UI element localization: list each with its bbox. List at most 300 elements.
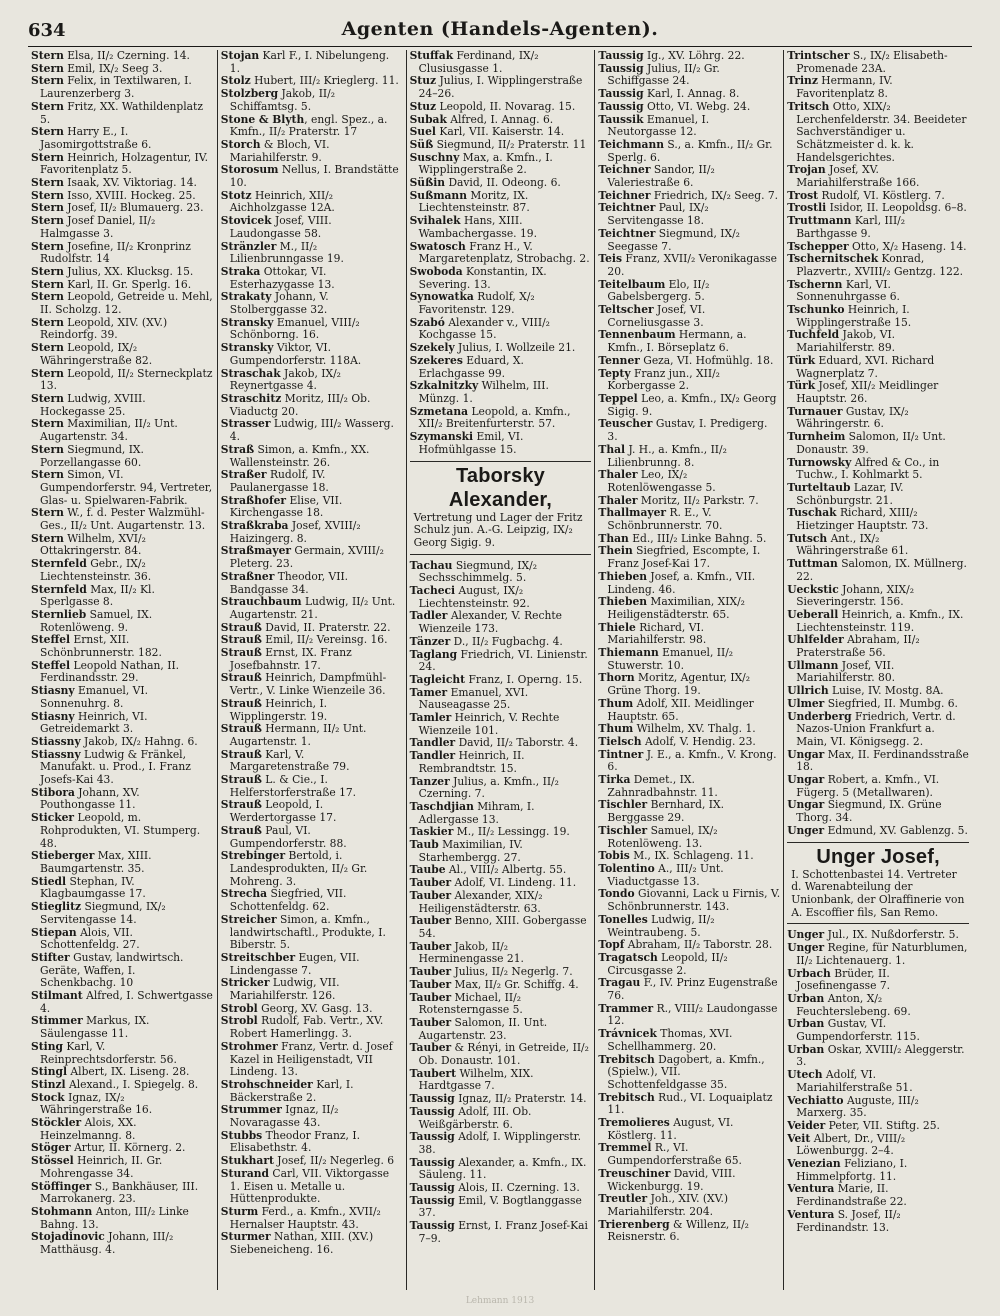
- entry-name: Teltscher: [598, 303, 654, 317]
- entry-name: Teis: [598, 252, 622, 266]
- entry-details: Luise, IV. Mostg. 8A.: [828, 684, 944, 698]
- entry-name: Ulmer: [787, 696, 825, 710]
- entry-details: Germain, XVIII/₂ Pleterg. 23.: [229, 544, 384, 571]
- entry-name: Ungar: [787, 773, 825, 787]
- entry-details: Julius, II/₂ Negerlg. 7.: [451, 965, 573, 979]
- entry-name: Strasser: [220, 417, 271, 431]
- entry-name: Tamler: [409, 711, 452, 725]
- entry-name: Trierenberg: [598, 1217, 670, 1231]
- entry-name: Teichtner: [598, 226, 656, 240]
- entry-details: R., VI. Gumpendorferstraße 65.: [607, 1141, 742, 1168]
- entry-details: S., IX/₂ Elisabeth-Promenade 23A.: [796, 50, 948, 75]
- directory-entry: [221, 1231, 403, 1256]
- advertisement-box: [787, 842, 969, 925]
- entry-details: Eduard, XVI. Richard Wagnerplatz 7.: [796, 353, 935, 380]
- directory-entry: [31, 126, 214, 151]
- directory-entry: [787, 774, 969, 799]
- entry-name: Thein: [598, 544, 633, 558]
- entry-name: Storch: [220, 137, 261, 151]
- entry-name: Tauber: [409, 965, 452, 979]
- entry-details: Jakob, II/₂ Schiffamtsg. 5.: [229, 87, 336, 113]
- entry-name: Ullmann: [787, 658, 839, 672]
- entry-details: Karl, I. Bäckerstraße 2.: [229, 1077, 354, 1104]
- directory-entry: [787, 406, 969, 431]
- directory-entry: [31, 609, 214, 634]
- entry-details: Ernst, I. Franz Josef-Kai 7–9.: [418, 1219, 588, 1245]
- directory-entry: [221, 190, 403, 215]
- directory-entry: [598, 863, 780, 888]
- entry-name: Ungar: [787, 798, 825, 812]
- directory-entry: [410, 241, 592, 266]
- entry-details: Leopold, XIV. (XV.) Reindorfg. 39.: [40, 315, 168, 342]
- directory-entry: [410, 750, 592, 775]
- directory-entry: [410, 941, 592, 966]
- directory-entry: [598, 774, 780, 799]
- entry-name: Veit: [787, 1131, 811, 1145]
- directory-entry: [410, 776, 592, 801]
- directory-entry: [787, 942, 969, 967]
- entry-name: Trost: [787, 188, 819, 202]
- entry-name: Stern: [31, 290, 64, 304]
- entry-name: Stern: [31, 214, 64, 228]
- entry-name: Stolzberg: [220, 87, 279, 101]
- entry-name: Sternlieb: [31, 607, 87, 621]
- entry-name: Ueckstic: [787, 582, 839, 596]
- entry-details: Abraham, II/₂ Taborstr. 28.: [624, 938, 773, 952]
- entry-details: Moritz, III/₂ Ob. Viaductg 20.: [229, 391, 371, 418]
- entry-details: Adolf, V. Hendig. 23.: [641, 734, 756, 748]
- directory-entry: [31, 952, 214, 990]
- directory-entry: [410, 317, 592, 342]
- entry-details: Josef, VI. Corneliusgasse 3.: [607, 303, 706, 329]
- running-title: Agenten (Handels-Agenten).: [341, 18, 659, 40]
- entry-name: Vechiatto: [787, 1093, 844, 1107]
- entry-details: Oskar, XVIII/₂ Aleggerstr. 3.: [796, 1042, 965, 1069]
- entry-details: Mihram, I. Adlergasse 13.: [418, 799, 535, 826]
- directory-entry: [598, 914, 780, 939]
- entry-name: Stern: [31, 50, 64, 62]
- entry-name: Stuffak: [409, 50, 454, 62]
- entry-details: Peter, VII. Stiftg. 25.: [825, 1118, 940, 1132]
- entry-details: Hubert, III/₂ Krieglerg. 11.: [250, 74, 399, 88]
- entry-details: Moritz, Agentur, IX/₂ Grüne Thorg. 19.: [607, 671, 751, 698]
- entry-name: Sturm: [220, 1204, 259, 1218]
- directory-entry: [410, 266, 592, 291]
- directory-entry: [221, 571, 403, 596]
- entry-name: Taussig: [598, 87, 644, 101]
- entry-details: Ernst, IX. Franz Josefbahnstr. 17.: [229, 646, 352, 672]
- entry-details: Hermann, II/₂ Unt. Augartenstr. 1.: [229, 722, 367, 748]
- entry-details: Hermann, IV. Favoritenplatz 8.: [796, 74, 893, 101]
- entry-details: Wilhelm, III. Münzg. 1.: [418, 379, 549, 405]
- entry-details: Heinrich, a. Kmfn., IX. Liechtensteinstr. 119.: [796, 607, 964, 634]
- entry-name: Taschdjian: [409, 799, 474, 813]
- entry-name: Stern: [31, 341, 64, 355]
- directory-entry: [221, 596, 403, 621]
- entry-details: Leopold, I. Werdertorgasse 17.: [229, 798, 337, 825]
- entry-details: Gustav, IX/₂ Währingerstr. 6.: [796, 404, 909, 431]
- entry-details: Alexander v., VIII/₂ Kochgasse 15.: [418, 315, 550, 342]
- entry-details: Fritz, XX. Wathildenplatz 5.: [40, 99, 203, 126]
- entry-details: Abraham, II/₂ Praterstraße 56.: [796, 633, 920, 660]
- entry-name: Trávnicek: [598, 1027, 657, 1041]
- entry-name: Trammer: [598, 1001, 654, 1015]
- entry-name: Turnowsky: [787, 455, 852, 469]
- entry-details: Alexander, V. Rechte Wienzeile 173.: [418, 609, 562, 636]
- entry-details: Theodor, VII. Bandgasse 34.: [229, 569, 349, 596]
- entry-name: Stern: [31, 99, 64, 113]
- entry-details: Franz jun., XII/₂ Korbergasse 2.: [607, 366, 720, 393]
- entry-details: Karl, V. Margaretenstraße 79.: [229, 747, 350, 774]
- directory-entry: [598, 647, 780, 672]
- entry-details: David, VIII. Wickenburgg. 19.: [607, 1166, 736, 1193]
- entry-details: Moritz, II/₂ Parkstr. 7.: [637, 493, 759, 507]
- entry-details: Konstantin, IX. Severing. 13.: [418, 264, 547, 291]
- directory-entry: [410, 431, 592, 456]
- entry-details: Franz, XVII/₂ Veronikagasse 20.: [607, 252, 777, 278]
- entry-name: Strobl: [220, 1001, 258, 1015]
- entry-details: Carl, VII. Viktorgasse 1. Eisen u. Metalle u. Hüttenprodukte.: [229, 1166, 390, 1206]
- entry-details: Dagobert, a. Kmfn., (Spielw.), VII. Schottenfeldgasse 35.: [607, 1052, 765, 1091]
- entry-details: Leopold Nathan, II. Ferdinandsstr. 29.: [40, 658, 180, 685]
- entry-details: Jakob, IX/₂ Reynertgasse 4.: [229, 366, 341, 393]
- entry-name: Süß: [409, 137, 434, 151]
- directory-entry: [787, 825, 969, 838]
- directory-entry: [787, 482, 969, 507]
- entry-name: Stern: [31, 417, 64, 431]
- entry-name: Stern: [31, 61, 64, 75]
- entry-details: M., II/₂ Lilienbrunngasse 19.: [229, 239, 344, 266]
- entry-details: Harry E., I. Jasomirgottstraße 6.: [40, 125, 152, 151]
- entry-name: Thorn: [598, 671, 635, 685]
- entry-name: Ventura: [787, 1182, 835, 1196]
- directory-entry: [598, 672, 780, 697]
- entry-name: Stransky: [220, 341, 274, 355]
- entry-name: Stukhart: [220, 1154, 274, 1168]
- entry-name: Stubbs: [220, 1128, 263, 1142]
- directory-entry: [787, 711, 969, 749]
- directory-entry: [787, 380, 969, 405]
- entry-name: Taussig: [598, 50, 644, 62]
- directory-entry: [410, 75, 592, 100]
- entry-details: Elo, II/₂ Gabelsbergerg. 5.: [607, 277, 710, 304]
- entry-details: Friedrich, IX/₂ Seeg. 7.: [650, 188, 779, 202]
- entry-details: Josef, II/₂ Negerleg. 6: [273, 1154, 395, 1168]
- entry-name: Stern: [31, 188, 64, 202]
- entry-name: Türk: [787, 353, 816, 367]
- entry-details: Julius, II/₂ Gr. Schiffgasse 24.: [607, 61, 720, 88]
- directory-entry: [221, 647, 403, 672]
- entry-details: Max, II. Ferdinandsstraße 18.: [796, 747, 969, 774]
- entry-name: Trintscher: [787, 50, 850, 62]
- directory-entry: [410, 610, 592, 635]
- directory-entry: [31, 927, 214, 952]
- entry-details: Lazar, IV. Schönburgstr. 21.: [796, 480, 904, 507]
- entry-details: Adolf, VI. Lindeng. 11.: [451, 876, 577, 890]
- column-4: [594, 50, 783, 1290]
- directory-entry: [410, 560, 592, 585]
- directory-entry: [787, 215, 969, 240]
- entry-name: Tritsch: [787, 99, 830, 113]
- entry-details: Wilhelm, XVI/₂ Ottakringerstr. 84.: [40, 531, 146, 558]
- entry-name: Thiemann: [598, 646, 659, 660]
- entry-details: Georg, XV. Gasg. 13.: [257, 1001, 373, 1015]
- entry-name: Stiasny: [31, 709, 75, 723]
- entry-details: Heinrich, Dampfmühl-Vertr., V. Linke Wienzeile 36.: [229, 671, 387, 698]
- entry-details: Johann, XV. Pouthongasse 11.: [40, 785, 140, 812]
- entry-details: David, II/₂ Taborstr. 4.: [455, 736, 579, 750]
- entry-name: Thiele: [598, 620, 636, 634]
- entry-details: & Bloch, VI. Mariahilferstr. 9.: [229, 137, 330, 164]
- entry-details: Otto, X/₂ Haseng. 14.: [848, 239, 967, 253]
- directory-entry: [598, 622, 780, 647]
- entry-details: Rud., VI. Loquaiplatz 11.: [607, 1090, 773, 1117]
- entry-details: Josef Daniel, II/₂ Halmgasse 3.: [40, 214, 156, 240]
- entry-details: Leo, IX/₂ Rotenlöwengasse 5.: [607, 468, 716, 494]
- entry-details: Isso, XVIII. Hockeg. 25.: [63, 188, 196, 202]
- directory-entry: [31, 75, 214, 100]
- directory-entry: [598, 393, 780, 418]
- entry-details: Heinrich, Holzagentur, IV. Favoritenplatz 5.: [40, 150, 208, 177]
- entry-name: Stiasny: [31, 684, 75, 698]
- entry-name: Taussig: [409, 1219, 455, 1233]
- entry-details: Julius, XX. Klucksg. 15.: [63, 264, 194, 278]
- directory-entry: [787, 1018, 969, 1043]
- entry-name: Strauchbaum: [220, 595, 302, 609]
- directory-entry: [221, 418, 403, 443]
- entry-name: Teppel: [598, 391, 638, 405]
- entry-name: Stolz: [220, 74, 251, 88]
- entry-details: Ignaz, IX/₂ Währingerstraße 16.: [40, 1090, 153, 1117]
- entry-name: Thieben: [598, 595, 648, 609]
- directory-entry: [787, 634, 969, 659]
- directory-entry: [31, 1231, 214, 1256]
- directory-entry: [410, 1042, 592, 1067]
- column-1: [28, 50, 217, 1290]
- entry-name: Tschepper: [787, 239, 849, 253]
- directory-entry: [221, 672, 403, 697]
- directory-entry: [31, 990, 214, 1015]
- entry-name: Tolentino: [598, 862, 655, 875]
- entry-details: Demet., IX. Zahnradbahnstr. 11.: [607, 773, 718, 799]
- entry-details: Nellus, I. Brandstätte 10.: [229, 163, 399, 190]
- directory-entry: [787, 355, 969, 380]
- entry-details: Siegmund, IX/₂ Sechsschimmelg. 5.: [418, 558, 537, 585]
- entry-name: Teichner: [598, 163, 651, 177]
- entry-name: Stiassny: [31, 747, 81, 761]
- entry-details: Jakob, VI. Mariahilferstr. 89.: [796, 328, 896, 355]
- entry-details: J. E., a. Kmfn., V. Krong. 6.: [607, 747, 777, 774]
- directory-entry: [31, 368, 214, 393]
- entry-details: Benno, XIII. Gobergasse 54.: [418, 914, 587, 940]
- directory-entry: [221, 114, 403, 139]
- entry-details: Isidor, II. Leopoldsg. 6–8.: [826, 201, 967, 215]
- directory-entry: [598, 1092, 780, 1117]
- directory-entry: [221, 164, 403, 189]
- directory-entry: [410, 406, 592, 431]
- entry-details: Siegmund, II/₂ Praterstr. 11: [433, 137, 587, 151]
- entry-name: Stern: [31, 74, 64, 88]
- directory-entry: [410, 190, 592, 215]
- directory-entry: [598, 545, 780, 570]
- entry-details: Albert, IX. Liseng. 28.: [67, 1065, 190, 1079]
- directory-entry: [598, 202, 780, 227]
- entry-details: Marie, II. Ferdinandstraße 22.: [796, 1182, 907, 1209]
- directory-entry: [410, 291, 592, 316]
- entry-name: Süßin: [409, 176, 446, 190]
- directory-entry: [31, 1181, 214, 1206]
- entry-details: Ed., III/₂ Linke Bahng. 5.: [628, 531, 767, 545]
- entry-name: Sußmann: [409, 188, 467, 202]
- entry-name: Stöffinger: [31, 1179, 92, 1193]
- directory-entry: [598, 253, 780, 278]
- directory-entry: [410, 1220, 592, 1245]
- entry-name: Ungar: [787, 747, 825, 761]
- directory-entry: [221, 1206, 403, 1231]
- entry-name: Streitschber: [220, 950, 296, 964]
- entry-details: Rudolf, VI. Köstlerg. 7.: [818, 188, 945, 202]
- directory-entry: [598, 1117, 780, 1142]
- entry-name: Tauber: [409, 1015, 452, 1029]
- entry-name: Sternfeld: [31, 582, 87, 596]
- directory-entry: [31, 215, 214, 240]
- directory-entry: [598, 279, 780, 304]
- entry-details: Robert, a. Kmfn., VI. Fügerg. 5 (Metallwaren).: [796, 773, 940, 799]
- entry-details: Bertold, i. Landesprodukten, II/₂ Gr. Mohreng. 3.: [229, 849, 368, 888]
- entry-details: Ludwig, II/₂ Unt. Augartenstr. 21.: [229, 595, 396, 621]
- entry-details: Richard, XIII/₂ Hietzinger Hauptstr. 73.: [796, 506, 929, 533]
- entry-name: Turnheim: [787, 430, 846, 444]
- column-5: [783, 50, 972, 1290]
- entry-name: Tobis: [598, 849, 630, 863]
- entry-name: Taubert: [409, 1066, 457, 1080]
- directory-entry: [31, 469, 214, 507]
- entry-name: Tirka: [598, 773, 631, 787]
- entry-details: Geza, VI. Hofmühlg. 18.: [639, 353, 774, 367]
- directory-entry: [787, 609, 969, 634]
- entry-details: Konrad, Plazvertr., XVIII/₂ Gentzg. 122.: [796, 252, 964, 278]
- directory-entry: [410, 152, 592, 177]
- entry-name: Ullrich: [787, 684, 829, 698]
- directory-entry: [787, 584, 969, 609]
- entry-details: Leopold, Getreide u. Mehl, II. Scholzg. 12.: [40, 290, 213, 317]
- directory-columns: [28, 50, 972, 1290]
- entry-details: Karl, III/₂ Barthgasse 9.: [796, 214, 906, 240]
- entry-details: Rudolf, Fab. Vertr., XV. Robert Hamerlingg. 3.: [229, 1014, 384, 1041]
- entry-details: Paul, IX/₂ Servitengasse 18.: [607, 201, 709, 228]
- directory-entry: [31, 1092, 214, 1117]
- directory-entry: [787, 50, 969, 75]
- directory-entry: [221, 723, 403, 748]
- directory-entry: [787, 507, 969, 532]
- directory-entry: [410, 915, 592, 940]
- entry-name: Swatosch: [409, 239, 466, 253]
- directory-entry: [221, 495, 403, 520]
- directory-entry: [410, 801, 592, 826]
- directory-entry: [221, 698, 403, 723]
- directory-entry: [598, 1219, 780, 1244]
- directory-entry: [598, 1003, 780, 1028]
- faint-footer-text: Lehmann 1913: [465, 1296, 535, 1306]
- directory-entry: [598, 304, 780, 329]
- entry-name: Strakaty: [220, 290, 272, 304]
- entry-name: Urbach: [787, 966, 831, 980]
- directory-entry: [221, 1041, 403, 1079]
- directory-entry: [221, 139, 403, 164]
- directory-entry: [221, 266, 403, 291]
- entry-details: Jakob, IX/₂ Hahng. 6.: [80, 734, 198, 748]
- directory-entry: [787, 1069, 969, 1094]
- entry-details: Gustav, I. Predigerg. 3.: [607, 417, 768, 444]
- entry-name: Thieben: [598, 569, 648, 583]
- entry-details: Julius, I. Wipplingerstraße 24–26.: [418, 74, 583, 101]
- entry-details: Siegfried, II. Mumbg. 6.: [824, 696, 958, 710]
- entry-details: Leopold, II/₂ Circusgasse 2.: [607, 950, 728, 977]
- entry-name: Stransky: [220, 315, 274, 329]
- entry-name: Taussig: [409, 1130, 455, 1144]
- directory-entry: [787, 1095, 969, 1120]
- entry-details: Samuel, IX. Rotenlöweng. 9.: [40, 607, 153, 634]
- entry-details: Emanuel, VIII/₂ Schönborng. 16.: [229, 315, 360, 342]
- entry-name: Strauß: [220, 798, 262, 812]
- directory-entry: [31, 342, 214, 367]
- directory-entry: [787, 533, 969, 558]
- entry-details: Anton, X/₂ Feuchterslebeng. 69.: [796, 991, 911, 1018]
- entry-details: Wilhelm, XV. Thalg. 1.: [633, 722, 756, 736]
- entry-details: Wilhelm, XIX. Hardtgasse 7.: [418, 1066, 534, 1093]
- entry-name: Stern: [31, 366, 64, 380]
- entry-details: Brüder, II. Josefinengasse 7.: [796, 966, 891, 993]
- entry-name: Tielsch: [598, 734, 642, 748]
- entry-name: Steffel: [31, 633, 71, 647]
- entry-details: L. & Cie., I. Helferstorferstraße 17.: [229, 773, 357, 799]
- directory-entry: [787, 1209, 969, 1234]
- entry-name: Stimmer: [31, 1014, 83, 1028]
- entry-details: S. Josef, II/₂ Ferdinandstr. 13.: [796, 1207, 901, 1234]
- entry-details: Josef, XV. Mariahilferstraße 166.: [796, 163, 920, 190]
- directory-entry: [221, 368, 403, 393]
- directory-entry: [598, 698, 780, 723]
- entry-name: Tschernitschek: [787, 252, 879, 266]
- directory-entry: [787, 993, 969, 1018]
- entry-details: David, II. Praterstr. 22.: [261, 620, 391, 634]
- entry-details: Ferd., a. Kmfn., XVII/₂ Hernalser Hauptstr. 43.: [229, 1204, 381, 1231]
- entry-name: Tschunko: [787, 303, 845, 317]
- entry-name: Storosum: [220, 163, 279, 177]
- entry-details: Maximilian, II/₂ Unt. Augartenstr. 34.: [40, 417, 178, 444]
- entry-name: Stöckler: [31, 1116, 82, 1130]
- entry-name: Stern: [31, 468, 64, 482]
- entry-name: Stössel: [31, 1154, 74, 1168]
- entry-name: Taussig: [409, 1155, 455, 1169]
- entry-name: Straßer: [220, 468, 267, 482]
- entry-name: Straßhofer: [220, 493, 287, 507]
- entry-details: Jul., IX. Nußdorferstr. 5.: [824, 928, 959, 942]
- entry-name: Straßner: [220, 569, 275, 583]
- directory-entry: [221, 799, 403, 824]
- entry-details: Emil, VI. Hofmühlgasse 15.: [418, 430, 524, 456]
- entry-details: David, II. Odeong. 6.: [445, 176, 561, 190]
- directory-entry: [31, 850, 214, 875]
- entry-details: Josef, VIII. Laudongasse 58.: [229, 214, 332, 240]
- entry-details: Alexand., I. Spiegelg. 8.: [65, 1077, 199, 1091]
- entry-details: Rudolf, X/₂ Favoritenstr. 129.: [418, 290, 535, 317]
- directory-entry: [31, 711, 214, 736]
- entry-name: Stern: [31, 315, 64, 329]
- entry-name: Stern: [31, 391, 64, 405]
- entry-details: Elsa, II/₂ Czerning. 14.: [63, 50, 190, 62]
- directory-entry: [221, 545, 403, 570]
